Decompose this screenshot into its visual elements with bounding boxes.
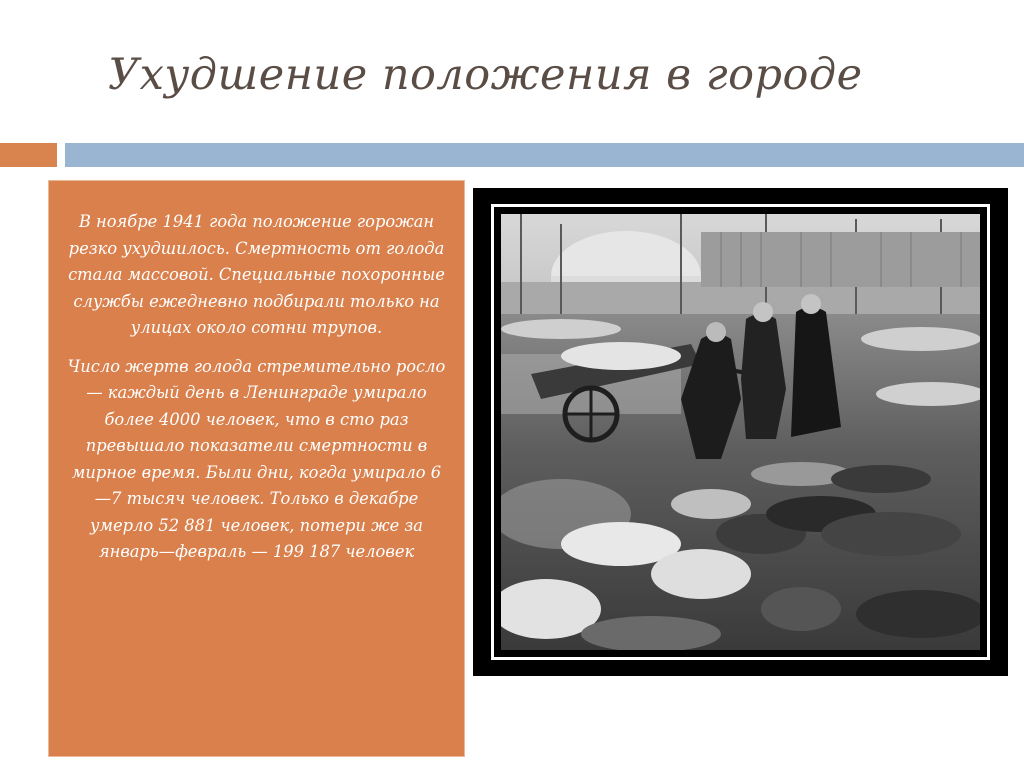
text-panel [48,180,465,757]
paragraph-1: В ноябре 1941 года положение горожан резко ухудшилось. Смертность от голода стала массовой. Специальные похоронные службы ежедневно подбирали только на улицах около сотни трупов. [68,212,445,337]
paragraph-2: Число жертв голода стремительно росло — каждый день в Ленинграде умирало более 4000 человек, что в сто раз превышало показатели смертности в мирное время. Были дни, когда умирало 6—7 тысяч человек. Только в декабре умерло 52 881 человек, потери же за январь—февраль — 199 187 человек [67,356,446,561]
historical-photo [501,214,980,650]
photo-frame [473,188,1008,676]
photo-border [491,204,990,660]
accent-bar-orange [0,143,57,167]
accent-bar-blue [65,143,1024,167]
slide-title: Ухудшение положения в городе [108,50,863,100]
